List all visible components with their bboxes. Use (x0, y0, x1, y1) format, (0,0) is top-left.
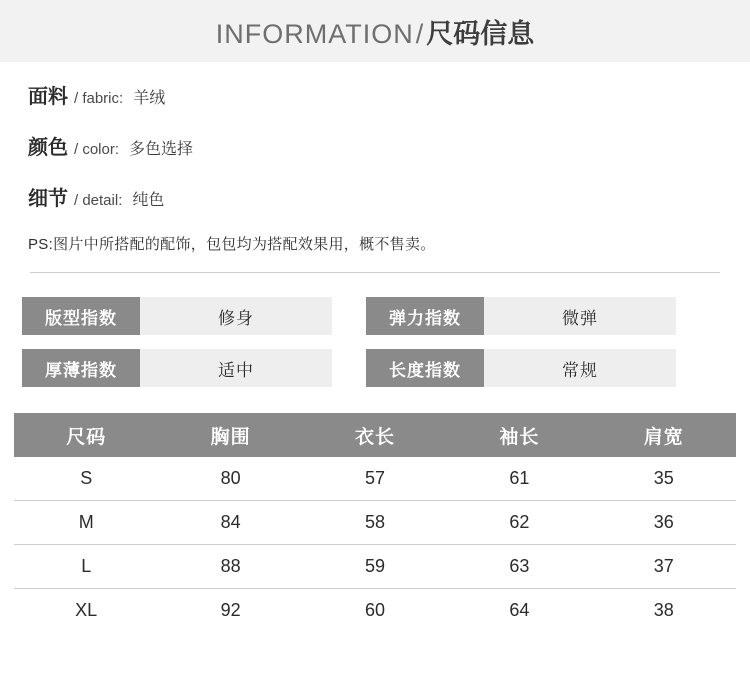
cell-shoulder: 38 (653, 600, 674, 620)
table-header-sleeve: 袖长 (447, 413, 591, 457)
index-key-length: 长度指数 (366, 349, 484, 387)
table-row (14, 545, 736, 589)
info-value-fabric: 羊绒 (133, 90, 166, 107)
index-key-elasticity: 弹力指数 (366, 297, 484, 335)
table-header-row (14, 413, 736, 457)
index-item-thickness (22, 349, 332, 387)
index-value-length: 常规 (484, 349, 676, 387)
index-grid (0, 273, 750, 387)
cell-size: M (14, 501, 158, 545)
index-value-thickness: 适中 (140, 349, 332, 387)
cell-length: 58 (303, 501, 447, 545)
cell-shoulder: 37 (592, 545, 736, 589)
cell-bust: 92 (220, 600, 241, 620)
cell-size: L (14, 545, 158, 589)
cell-size: XL (75, 600, 98, 620)
cell-length: 57 (303, 457, 447, 501)
info-row-color (28, 131, 722, 160)
cell-size: S (14, 457, 158, 501)
table-header-bust: 胸围 (158, 413, 302, 457)
index-item-length (366, 349, 676, 387)
cell-length: 60 (364, 600, 385, 620)
info-label-zh-color: 颜色 (28, 137, 68, 159)
cell-bust: 84 (158, 501, 302, 545)
cell-shoulder: 36 (592, 501, 736, 545)
index-value-fit: 修身 (140, 297, 332, 335)
index-value-elasticity: 微弹 (484, 297, 676, 335)
table-row (14, 501, 736, 545)
cell-sleeve: 61 (447, 457, 591, 501)
table-header-shoulder: 肩宽 (592, 413, 736, 457)
cell-sleeve: 64 (509, 600, 530, 620)
page-title-zh: 尺码信息 (426, 18, 535, 49)
info-row-fabric (28, 80, 722, 109)
info-row-detail (28, 182, 722, 211)
index-key-thickness: 厚薄指数 (22, 349, 140, 387)
size-chart-table (14, 413, 736, 632)
page-title-separator: / (415, 18, 425, 49)
cell-bust: 80 (158, 457, 302, 501)
page-title-en: INFORMATION (215, 18, 414, 49)
cell-sleeve: 63 (447, 545, 591, 589)
index-item-elasticity (366, 297, 676, 335)
cell-shoulder: 35 (592, 457, 736, 501)
product-info-block (0, 62, 750, 273)
info-label-zh-detail: 细节 (28, 188, 68, 210)
page-header (0, 0, 750, 62)
cell-length: 59 (303, 545, 447, 589)
index-key-fit: 版型指数 (22, 297, 140, 335)
info-label-en-color: / color: (74, 141, 120, 158)
page-title (216, 12, 535, 51)
cell-bust: 88 (158, 545, 302, 589)
table-row (14, 457, 736, 501)
info-label-en-detail: / detail: (74, 192, 123, 209)
index-item-fit (22, 297, 332, 335)
info-value-detail: 纯色 (132, 192, 165, 209)
cell-sleeve: 62 (447, 501, 591, 545)
ps-note: PS:图片中所搭配的配饰，包包均为搭配效果用，概不售卖。 (28, 236, 436, 253)
table-header-length: 衣长 (303, 413, 447, 457)
info-value-color: 多色选择 (129, 141, 194, 158)
table-header-size: 尺码 (14, 413, 158, 457)
info-label-zh-fabric: 面料 (28, 86, 68, 108)
info-label-en-fabric: / fabric: (74, 90, 124, 107)
table-row (14, 589, 736, 633)
